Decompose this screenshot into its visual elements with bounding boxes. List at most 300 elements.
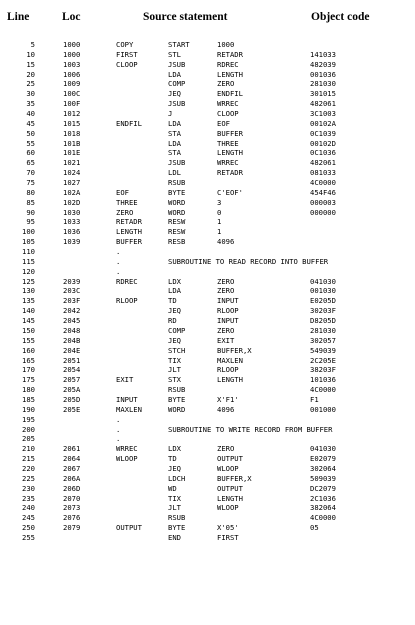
location: 1003 (63, 59, 81, 69)
line-number: 230 (22, 483, 35, 493)
listing-row (0, 40, 415, 50)
source-opcode: WD (168, 483, 177, 493)
source-label: THREE (116, 197, 138, 207)
source-operand: WLOOP (217, 503, 239, 513)
source-opcode: TD (168, 296, 177, 306)
source-opcode: SUBROUTINE TO WRITE RECORD FROM BUFFER (168, 424, 333, 434)
object-code: 2C205E (310, 355, 336, 365)
source-operand: EXIT (217, 335, 235, 345)
object-code: 3C1003 (310, 109, 336, 119)
object-code: DC2079 (310, 483, 336, 493)
source-label: WRREC (116, 444, 138, 454)
object-code: 041030 (310, 444, 336, 454)
source-operand: X'05' (217, 523, 239, 533)
object-code: 141033 (310, 49, 336, 59)
location: 2070 (63, 493, 81, 503)
source-operand: RLOOP (217, 306, 239, 316)
source-opcode: LDA (168, 69, 181, 79)
line-number: 165 (22, 355, 35, 365)
source-opcode: JLT (168, 365, 181, 375)
object-code: 4C0000 (310, 513, 336, 523)
listing-row (0, 79, 415, 89)
object-code: 081033 (310, 168, 336, 178)
object-code: D8205D (310, 316, 336, 326)
listing-row (0, 247, 415, 257)
line-number: 220 (22, 463, 35, 473)
object-code: 302064 (310, 463, 336, 473)
listing-row (0, 119, 415, 129)
source-operand: 4096 (217, 404, 235, 414)
source-opcode: STL (168, 49, 181, 59)
listing-row (0, 99, 415, 109)
line-number: 185 (22, 394, 35, 404)
source-label: LENGTH (116, 227, 142, 237)
location: 1039 (63, 237, 81, 247)
source-opcode: STA (168, 128, 181, 138)
listing-row (0, 395, 415, 405)
source-label: RETADR (116, 217, 142, 227)
source-label: INPUT (116, 394, 138, 404)
listing-row (0, 237, 415, 247)
location: 1015 (63, 118, 81, 128)
line-number: 250 (22, 523, 35, 533)
source-label: . (116, 247, 121, 257)
line-number: 70 (26, 168, 35, 178)
line-number: 20 (26, 69, 35, 79)
listing-row (0, 158, 415, 168)
object-code: 4C0000 (310, 385, 336, 395)
source-operand: RLOOP (217, 365, 239, 375)
listing-row (0, 356, 415, 366)
object-code: 38203F (310, 365, 336, 375)
source-operand: FIRST (217, 532, 239, 542)
source-operand: LENGTH (217, 69, 243, 79)
object-code: 00102D (310, 138, 336, 148)
line-number: 225 (22, 473, 35, 483)
listing-row (0, 326, 415, 336)
location: 206A (63, 473, 81, 483)
source-opcode: RESW (168, 227, 186, 237)
source-operand: THREE (217, 138, 239, 148)
line-number: 190 (22, 404, 35, 414)
source-label: . (116, 266, 121, 276)
location: 100F (63, 99, 81, 109)
source-operand: RDREC (217, 59, 239, 69)
source-label: . (116, 434, 121, 444)
location: 1027 (63, 178, 81, 188)
line-number: 145 (22, 316, 35, 326)
source-operand: WRREC (217, 158, 239, 168)
location: 102D (63, 197, 81, 207)
header-source: Source statement (143, 11, 228, 23)
location: 205E (63, 404, 81, 414)
source-operand: C'EOF' (217, 187, 243, 197)
location: 204B (63, 335, 81, 345)
listing-row (0, 178, 415, 188)
source-operand: OUTPUT (217, 454, 243, 464)
source-operand: BUFFER,X (217, 345, 252, 355)
location: 2039 (63, 276, 81, 286)
line-number: 80 (26, 187, 35, 197)
source-label: EXIT (116, 375, 134, 385)
source-label: RDREC (116, 276, 138, 286)
object-code: 00102A (310, 118, 336, 128)
listing-row (0, 375, 415, 385)
location: 203F (63, 296, 81, 306)
source-operand: BUFFER (217, 128, 243, 138)
location: 2042 (63, 306, 81, 316)
location: 2054 (63, 365, 81, 375)
object-code: 0C1039 (310, 128, 336, 138)
source-opcode: JSUB (168, 59, 186, 69)
source-opcode: LDA (168, 138, 181, 148)
source-operand: WRREC (217, 99, 239, 109)
source-label: BUFFER (116, 237, 142, 247)
line-number: 15 (26, 59, 35, 69)
line-number: 205 (22, 434, 35, 444)
source-opcode: TIX (168, 355, 181, 365)
source-operand: 3 (217, 197, 222, 207)
location: 1012 (63, 109, 81, 119)
source-operand: 1000 (217, 40, 235, 49)
line-number: 155 (22, 335, 35, 345)
source-opcode: STA (168, 148, 181, 158)
listing-row (0, 60, 415, 70)
listing-row (0, 336, 415, 346)
line-number: 125 (22, 276, 35, 286)
object-code: E0205D (310, 296, 336, 306)
source-opcode: J (168, 109, 173, 119)
location: 206D (63, 483, 81, 493)
location: 2057 (63, 375, 81, 385)
object-code: E02079 (310, 454, 336, 464)
source-opcode: LDX (168, 276, 181, 286)
object-code: 281030 (310, 79, 336, 89)
line-number: 180 (22, 385, 35, 395)
listing-row (0, 503, 415, 513)
listing-row (0, 296, 415, 306)
source-opcode: RSUB (168, 178, 186, 188)
source-label: MAXLEN (116, 404, 142, 414)
location: 1000 (63, 49, 81, 59)
location: 2045 (63, 316, 81, 326)
listing-row (0, 405, 415, 415)
location: 205D (63, 394, 81, 404)
line-number: 200 (22, 424, 35, 434)
source-operand: LENGTH (217, 148, 243, 158)
source-label: WLOOP (116, 454, 138, 464)
line-number: 45 (26, 118, 35, 128)
line-number: 255 (22, 532, 35, 542)
source-label: ENDFIL (116, 118, 142, 128)
location: 101B (63, 138, 81, 148)
source-opcode: COMP (168, 79, 186, 89)
line-number: 50 (26, 128, 35, 138)
listing-row (0, 267, 415, 277)
line-number: 10 (26, 49, 35, 59)
object-code: 382064 (310, 503, 336, 513)
location: 1030 (63, 207, 81, 217)
source-opcode: JEQ (168, 335, 181, 345)
line-number: 195 (22, 414, 35, 424)
location: 2073 (63, 503, 81, 513)
location: 2079 (63, 523, 81, 533)
object-code: 041030 (310, 276, 336, 286)
object-code: 000000 (310, 207, 336, 217)
location: 205A (63, 385, 81, 395)
source-operand: BUFFER,X (217, 473, 252, 483)
listing-row (0, 168, 415, 178)
line-number: 210 (22, 444, 35, 454)
object-code: 0C1036 (310, 148, 336, 158)
location: 1000 (63, 40, 81, 49)
source-opcode: WORD (168, 197, 186, 207)
object-code: 509039 (310, 473, 336, 483)
listing-row (0, 50, 415, 60)
listing-row (0, 346, 415, 356)
line-number: 105 (22, 237, 35, 247)
listing-row (0, 365, 415, 375)
line-number: 160 (22, 345, 35, 355)
listing-row (0, 385, 415, 395)
source-opcode: END (168, 532, 181, 542)
source-label: OUTPUT (116, 523, 142, 533)
line-number: 60 (26, 148, 35, 158)
source-operand: ZERO (217, 286, 235, 296)
line-number: 170 (22, 365, 35, 375)
location: 1036 (63, 227, 81, 237)
location: 2076 (63, 513, 81, 523)
source-opcode: TIX (168, 493, 181, 503)
source-opcode: BYTE (168, 187, 186, 197)
object-code: 549039 (310, 345, 336, 355)
source-operand: ZERO (217, 79, 235, 89)
line-number: 5 (30, 40, 35, 49)
location: 100C (63, 89, 81, 99)
line-number: 90 (26, 207, 35, 217)
listing-row (0, 148, 415, 158)
line-number: 135 (22, 296, 35, 306)
location: 2064 (63, 454, 81, 464)
source-opcode: JSUB (168, 158, 186, 168)
source-opcode: STCH (168, 345, 186, 355)
line-number: 85 (26, 197, 35, 207)
object-code: 482061 (310, 158, 336, 168)
source-operand: 4096 (217, 237, 235, 247)
line-number: 110 (22, 247, 35, 257)
source-operand: 1 (217, 227, 222, 237)
source-opcode: RSUB (168, 385, 186, 395)
source-opcode: RESW (168, 217, 186, 227)
line-number: 95 (26, 217, 35, 227)
object-code: 001030 (310, 286, 336, 296)
source-label: FIRST (116, 49, 138, 59)
listing-row (0, 444, 415, 454)
listing-row (0, 484, 415, 494)
source-operand: ENDFIL (217, 89, 243, 99)
line-number: 65 (26, 158, 35, 168)
line-number: 150 (22, 325, 35, 335)
line-number: 245 (22, 513, 35, 523)
line-number: 175 (22, 375, 35, 385)
source-label: ZERO (116, 207, 134, 217)
object-code: 4C0000 (310, 178, 336, 188)
source-label: . (116, 424, 121, 434)
object-code: 302057 (310, 335, 336, 345)
line-number: 235 (22, 493, 35, 503)
location: 2051 (63, 355, 81, 365)
object-code: 454F46 (310, 187, 336, 197)
listing-row (0, 208, 415, 218)
source-opcode: JEQ (168, 306, 181, 316)
source-operand: OUTPUT (217, 483, 243, 493)
listing-row (0, 257, 415, 267)
location: 1006 (63, 69, 81, 79)
source-label: EOF (116, 187, 129, 197)
line-number: 115 (22, 256, 35, 266)
line-number: 240 (22, 503, 35, 513)
listing-row (0, 513, 415, 523)
source-label: CLOOP (116, 59, 138, 69)
source-operand: CLOOP (217, 109, 239, 119)
line-number: 140 (22, 306, 35, 316)
location: 1033 (63, 217, 81, 227)
source-operand: ZERO (217, 444, 235, 454)
location: 1018 (63, 128, 81, 138)
source-opcode: JEQ (168, 89, 181, 99)
object-code: 05 (310, 523, 319, 533)
source-label: . (116, 414, 121, 424)
listing-row (0, 109, 415, 119)
listing-row (0, 139, 415, 149)
source-opcode: RD (168, 316, 177, 326)
source-label: . (116, 256, 121, 266)
object-code: 30203F (310, 306, 336, 316)
source-operand: INPUT (217, 296, 239, 306)
source-opcode: JSUB (168, 99, 186, 109)
assembly-listing (0, 40, 415, 543)
source-operand: 1 (217, 217, 222, 227)
listing-row (0, 425, 415, 435)
listing-row (0, 129, 415, 139)
source-opcode: START (168, 40, 190, 49)
source-operand: LENGTH (217, 375, 243, 385)
source-opcode: WORD (168, 404, 186, 414)
listing-row (0, 415, 415, 425)
object-code: 001036 (310, 69, 336, 79)
source-opcode: BYTE (168, 523, 186, 533)
location: 2061 (63, 444, 81, 454)
listing-row (0, 227, 415, 237)
location: 1021 (63, 158, 81, 168)
source-operand: RETADR (217, 49, 243, 59)
listing-row (0, 454, 415, 464)
source-opcode: JLT (168, 503, 181, 513)
source-operand: 0 (217, 207, 222, 217)
listing-row (0, 306, 415, 316)
source-opcode: LDA (168, 286, 181, 296)
source-operand: WLOOP (217, 463, 239, 473)
location: 2048 (63, 325, 81, 335)
source-opcode: LDCH (168, 473, 186, 483)
source-operand: RETADR (217, 168, 243, 178)
line-number: 25 (26, 79, 35, 89)
source-opcode: LDX (168, 444, 181, 454)
source-opcode: JEQ (168, 463, 181, 473)
listing-row (0, 198, 415, 208)
source-opcode: RESB (168, 237, 186, 247)
listing-row (0, 89, 415, 99)
line-number: 30 (26, 89, 35, 99)
header-loc: Loc (62, 11, 81, 23)
object-code: 2C1036 (310, 493, 336, 503)
source-operand: LENGTH (217, 493, 243, 503)
object-code: 000003 (310, 197, 336, 207)
object-code: 001000 (310, 404, 336, 414)
line-number: 130 (22, 286, 35, 296)
listing-row (0, 464, 415, 474)
object-code: 101036 (310, 375, 336, 385)
listing-row (0, 494, 415, 504)
location: 1009 (63, 79, 81, 89)
listing-row (0, 523, 415, 533)
listing-row (0, 474, 415, 484)
source-operand: X'F1' (217, 394, 239, 404)
object-code: 482039 (310, 59, 336, 69)
object-code: F1 (310, 394, 319, 404)
listing-row (0, 316, 415, 326)
line-number: 35 (26, 99, 35, 109)
location: 102A (63, 187, 81, 197)
location: 204E (63, 345, 81, 355)
source-operand: MAXLEN (217, 355, 243, 365)
location: 1024 (63, 168, 81, 178)
object-code: 281030 (310, 325, 336, 335)
source-label: COPY (116, 40, 134, 49)
source-opcode: COMP (168, 325, 186, 335)
line-number: 55 (26, 138, 35, 148)
listing-row (0, 277, 415, 287)
location: 2067 (63, 463, 81, 473)
source-opcode: LDL (168, 168, 181, 178)
source-opcode: STX (168, 375, 181, 385)
line-number: 120 (22, 266, 35, 276)
source-opcode: WORD (168, 207, 186, 217)
line-number: 40 (26, 109, 35, 119)
listing-row (0, 434, 415, 444)
line-number: 100 (22, 227, 35, 237)
location: 101E (63, 148, 81, 158)
object-code: 482061 (310, 99, 336, 109)
source-operand: EOF (217, 118, 230, 128)
source-operand: ZERO (217, 325, 235, 335)
listing-row (0, 533, 415, 543)
source-operand: INPUT (217, 316, 239, 326)
listing-row (0, 70, 415, 80)
line-number: 215 (22, 454, 35, 464)
header-object: Object code (311, 11, 370, 23)
location: 203C (63, 286, 81, 296)
line-number: 75 (26, 178, 35, 188)
source-opcode: BYTE (168, 394, 186, 404)
listing-row (0, 286, 415, 296)
source-opcode: TD (168, 454, 177, 464)
listing-row (0, 188, 415, 198)
source-opcode: RSUB (168, 513, 186, 523)
source-opcode: LDA (168, 118, 181, 128)
header-line: Line (7, 11, 30, 23)
listing-row (0, 217, 415, 227)
